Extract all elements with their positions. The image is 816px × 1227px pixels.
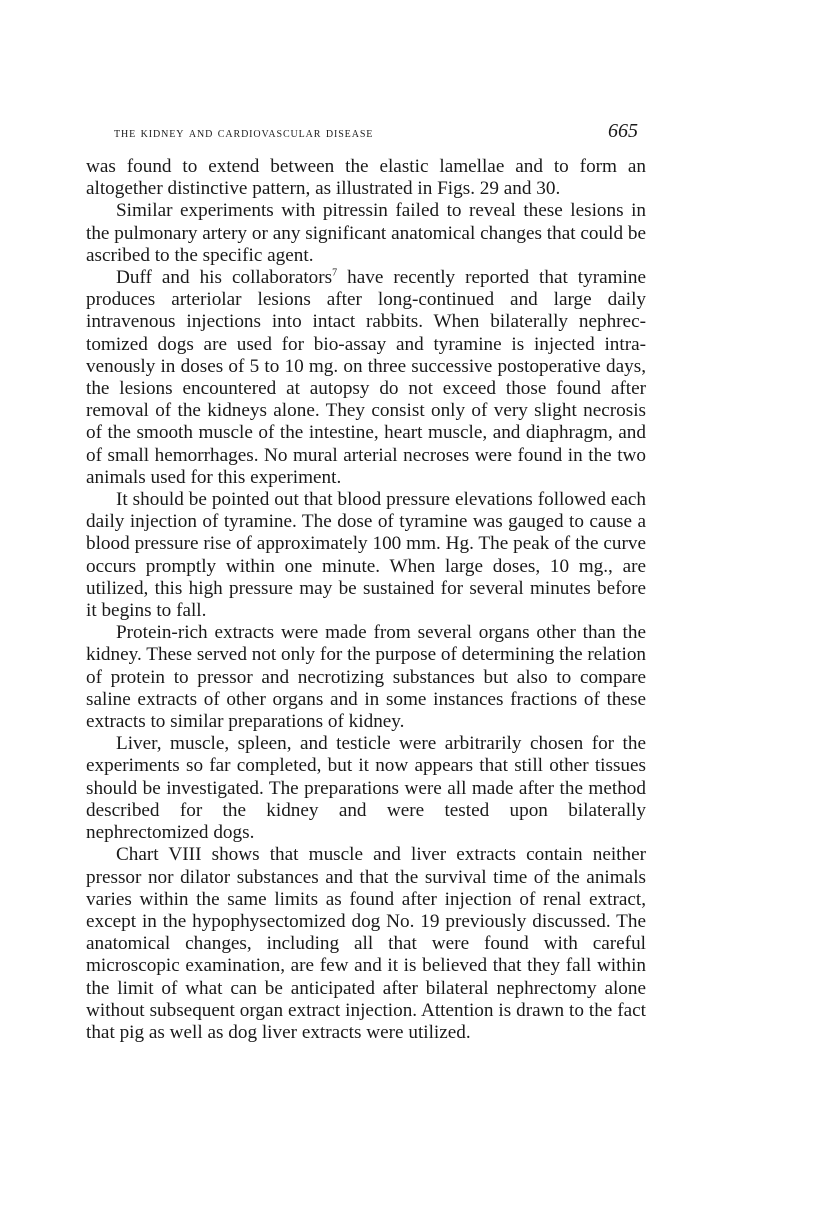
body-text: [86, 156, 646, 1044]
running-head: [86, 120, 646, 150]
citation-reference: 7: [332, 267, 338, 279]
paragraph-pitressin: Similar experiments with pitressin failed to reveal these lesions in the pulmonary artery or any significant anatomical changes that could be ascribed to the specific agent.: [86, 200, 646, 266]
paragraph-chart-viii: Chart VIII shows that muscle and liver extracts contain neither pressor nor dilator substances and that the survival time of the animals varies within the same limits as found after injection of renal extract, except in the hypophysectomized dog No. 19 previously discussed. The anatomical changes, including all that were found with careful microscopic examination, are few and it is believed that they fall within the limit of what can be anticipated after bilateral nephrectomy alone without subsequent organ extract injection. Attention is drawn to the fact that pig as well as dog liver extracts were utilized.: [86, 844, 646, 1043]
paragraph-tyramine-lesions: [86, 267, 646, 489]
paragraph-text-after-citation: have recently reported that tyramine produces arteriolar lesions after long-continued and large daily intravenous injections into intact rabbits. When bilaterally nephrectomized dogs are used for bio-assay and tyramine is injected intravenously in doses of 5 to 10 mg. on three successive postoperative days, the lesions encountered at autopsy do not exceed those found after removal of the kidneys alone. They consist only of very slight necrosis of the smooth muscle of the intestine, heart muscle, and diaphragm, and of small hemorrhages. No mural arterial necroses were found in the two animals used for this experiment.: [86, 267, 646, 488]
paragraph-continuation: was found to extend between the elastic lamellae and to form an altogether distinctive pattern, as illustrated in Figs. 29 and 30.: [86, 156, 646, 200]
running-title: the kidney and cardiovascular disease: [114, 125, 374, 141]
book-page: [86, 120, 646, 1044]
paragraph-protein-extracts: Protein-rich extracts were made from several organs other than the kidney. These served not only for the purpose of determining the relation of protein to pressor and necrotizing substances but also to compare saline extracts of other organs and in some instances fractions of these extracts to similar preparations of kidney.: [86, 622, 647, 733]
paragraph-organs-chosen: Liver, muscle, spleen, and testicle were arbitrarily chosen for the experiments so far completed, but it now appears that still other tissues should be investigated. The preparations were all made after the method described for the kidney and were tested upon bilaterally nephrectomized dogs.: [86, 733, 646, 844]
page-number: 665: [608, 120, 638, 142]
paragraph-text-before-citation: Duff and his collaborators: [116, 267, 333, 289]
paragraph-blood-pressure: It should be pointed out that blood pressure elevations followed each daily injection of tyramine. The dose of tyramine was gauged to cause a blood pressure rise of approximately 100 mm. Hg. The peak of the curve occurs promptly within one minute. When large doses, 10 mg., are utilized, this high pressure may be sustained for several minutes before it begins to fall.: [86, 489, 646, 622]
